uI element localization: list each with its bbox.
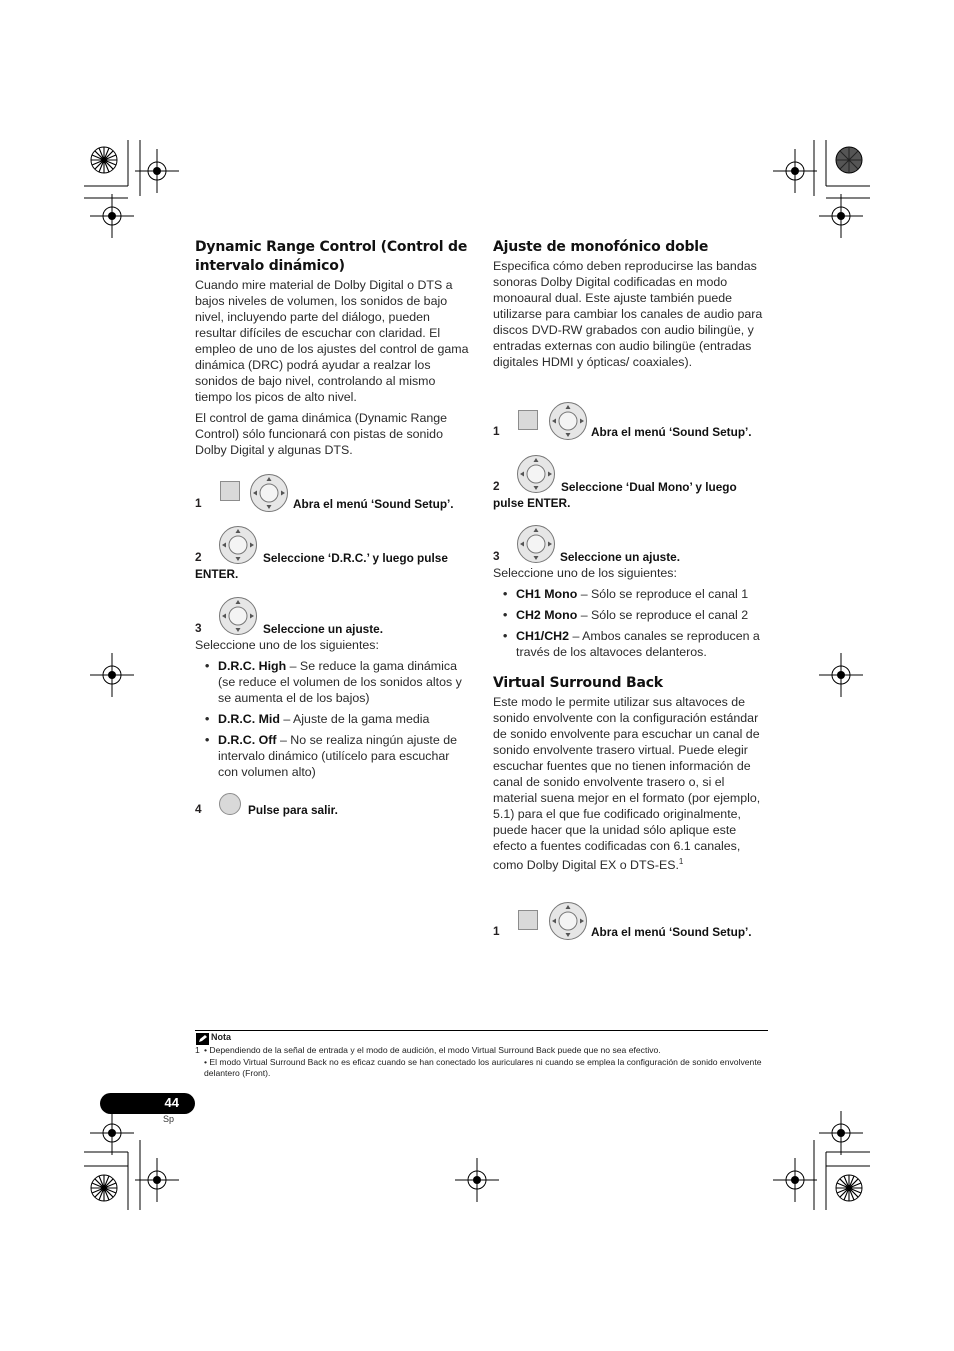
dual-mono-step-2-label: Seleccione ‘Dual Mono’ y luego pulse ENTER. [493, 480, 737, 510]
vsb-step-1-number: 1 [493, 924, 500, 938]
dual-mono-step-1-text: Abra el menú ‘Sound Setup’. [591, 425, 752, 439]
option-name: CH1/CH2 [516, 629, 570, 643]
drc-step-1-number: 1 [195, 496, 202, 510]
dual-mono-step-3-number: 3 [493, 549, 500, 563]
setup-button-icon [220, 481, 240, 501]
list-item: • D.R.C. Off – No se realiza ningún ajuste de intervalo dinámico (utilícelo para escuchar con volumen alto) [205, 733, 457, 779]
dual-mono-step-3-text: Seleccione un ajuste. [560, 550, 680, 564]
note-pencil-icon [196, 1033, 209, 1045]
dual-mono-step-2-text [493, 479, 769, 511]
drc-step-3-text: Seleccione un ajuste. [263, 622, 383, 636]
drc-step-3-number: 3 [195, 621, 202, 635]
virtual-surround-heading: Virtual Surround Back [493, 675, 663, 691]
drc-step-3-subtext: Seleccione uno de los siguientes: [195, 638, 379, 652]
dual-mono-heading: Ajuste de monofónico doble [493, 239, 709, 255]
page-number-badge [100, 1093, 195, 1114]
joystick-icon [250, 474, 288, 512]
dual-mono-step-2-number: 2 [493, 479, 500, 493]
list-item: • CH2 Mono – Sólo se reproduce el canal 2 [503, 608, 749, 622]
vsb-step-1-text: Abra el menú ‘Sound Setup’. [591, 925, 752, 939]
joystick-icon [549, 402, 587, 440]
drc-paragraph-1: Cuando mire material de Dolby Digital o DTS a bajos niveles de volumen, los sonidos de bajo nivel, incluyendo parte del diálogo, pueden resultar difíciles de escuchar con claridad. El empleo de uno de los ajustes del control de gama dinámica (DRC) podrá ayudar a realzar los sonidos de bajo nivel, controlando al mismo tiempo los picos de alto nivel. [195, 278, 469, 404]
option-name: D.R.C. Mid [218, 712, 280, 726]
drc-step-2-text [195, 550, 471, 582]
dual-mono-step-1-number: 1 [493, 424, 500, 438]
dual-mono-options-list [493, 586, 769, 665]
joystick-icon [517, 525, 555, 563]
right-column [493, 238, 769, 370]
option-desc: – Ambos canales se reproducen a través de los altavoces delanteros. [516, 629, 760, 659]
virtual-surround-section [493, 674, 769, 873]
return-button-icon [219, 793, 241, 815]
note-line-2: • El modo Virtual Surround Back no es eficaz cuando se han conectado los auriculares ni cuando se emplea la configuración de sonido envolvente delantero (Front). [204, 1057, 762, 1078]
virtual-surround-text: Este modo le permite utilizar sus altavoces de sonido envolvente con la configuración estándar de sonido envolvente para escuchar un canal de sonido envolvente trasero virtual. Puede elegir escuchar fuentes que no tienen información de canal de sonido envolvente trasero o, si el material suena mejor en el formato (por ejemplo, 5.1) para el que fue codificado originalmente, puede hacer que la unidad sólo aplique este efecto a fuentes codificadas con 6.1 canales, como Dolby Digital EX o DTS-ES. [493, 695, 761, 873]
drc-step-2-number: 2 [195, 550, 202, 564]
note-marker: 1 [195, 1045, 200, 1055]
setup-button-icon [518, 410, 538, 430]
page-number: 44 [164, 1095, 179, 1110]
joystick-icon [219, 597, 257, 635]
left-column [195, 238, 471, 458]
list-item: • D.R.C. High – Se reduce la gama dinámica (se reduce el volumen de los sonidos altos y se aumenta el de los bajos) [205, 659, 462, 705]
option-name: CH1 Mono [516, 587, 578, 601]
drc-step-2-label: Seleccione ‘D.R.C.’ y luego pulse ENTER. [195, 551, 448, 581]
drc-paragraph-2: El control de gama dinámica (Dynamic Range Control) sólo funcionará con pistas de sonido Dolby Digital y algunas DTS. [195, 411, 448, 457]
joystick-icon [549, 902, 587, 940]
option-desc: – Ajuste de la gama media [279, 712, 430, 726]
dual-mono-paragraph: Especifica cómo deben reproducirse las bandas sonoras Dolby Digital codificadas en modo monoaural dual. Este ajuste también puede utilizarse para cambiar los canales de audio para discos DVD-RW grabados con audio bilingüe, y entradas externas con audio bilingüe (entradas digitales HDMI y ópticas/ coaxiales). [493, 259, 763, 369]
option-desc: – No se realiza ningún ajuste de intervalo dinámico (utilícelo para escuchar con volumen alto) [218, 733, 457, 779]
option-name: D.R.C. Off [218, 733, 277, 747]
drc-step-4-text: Pulse para salir. [248, 803, 338, 817]
option-name: CH2 Mono [516, 608, 578, 622]
option-desc: – Sólo se reproduce el canal 2 [577, 608, 749, 622]
list-item: • CH1/CH2 – Ambos canales se reproducen a través de los altavoces delanteros. [503, 629, 760, 659]
option-name: D.R.C. High [218, 659, 287, 673]
footnote-marker: 1 [678, 857, 684, 866]
note-line-1: • Dependiendo de la señal de entrada y el modo de audición, el modo Virtual Surround Back puede que no sea efectivo. [204, 1045, 661, 1055]
option-desc: – Sólo se reproduce el canal 1 [577, 587, 749, 601]
language-code: Sp [163, 1114, 175, 1124]
virtual-surround-paragraph [493, 694, 769, 873]
setup-button-icon [518, 910, 538, 930]
option-desc: – Se reduce la gama dinámica (se reduce el volumen de los sonidos altos y se aumenta el de los bajos) [218, 659, 462, 705]
note-title: Nota [211, 1032, 231, 1042]
list-item: • CH1 Mono – Sólo se reproduce el canal 1 [503, 587, 749, 601]
list-item: • D.R.C. Mid – Ajuste de la gama media [205, 712, 430, 726]
drc-heading: Dynamic Range Control (Control de intervalo dinámico) [195, 239, 468, 274]
drc-options-list [195, 658, 471, 785]
drc-step-1-text: Abra el menú ‘Sound Setup’. [293, 497, 454, 511]
dual-mono-step-3-subtext: Seleccione uno de los siguientes: [493, 566, 677, 580]
drc-step-4-number: 4 [195, 802, 202, 816]
note-divider [195, 1030, 768, 1031]
